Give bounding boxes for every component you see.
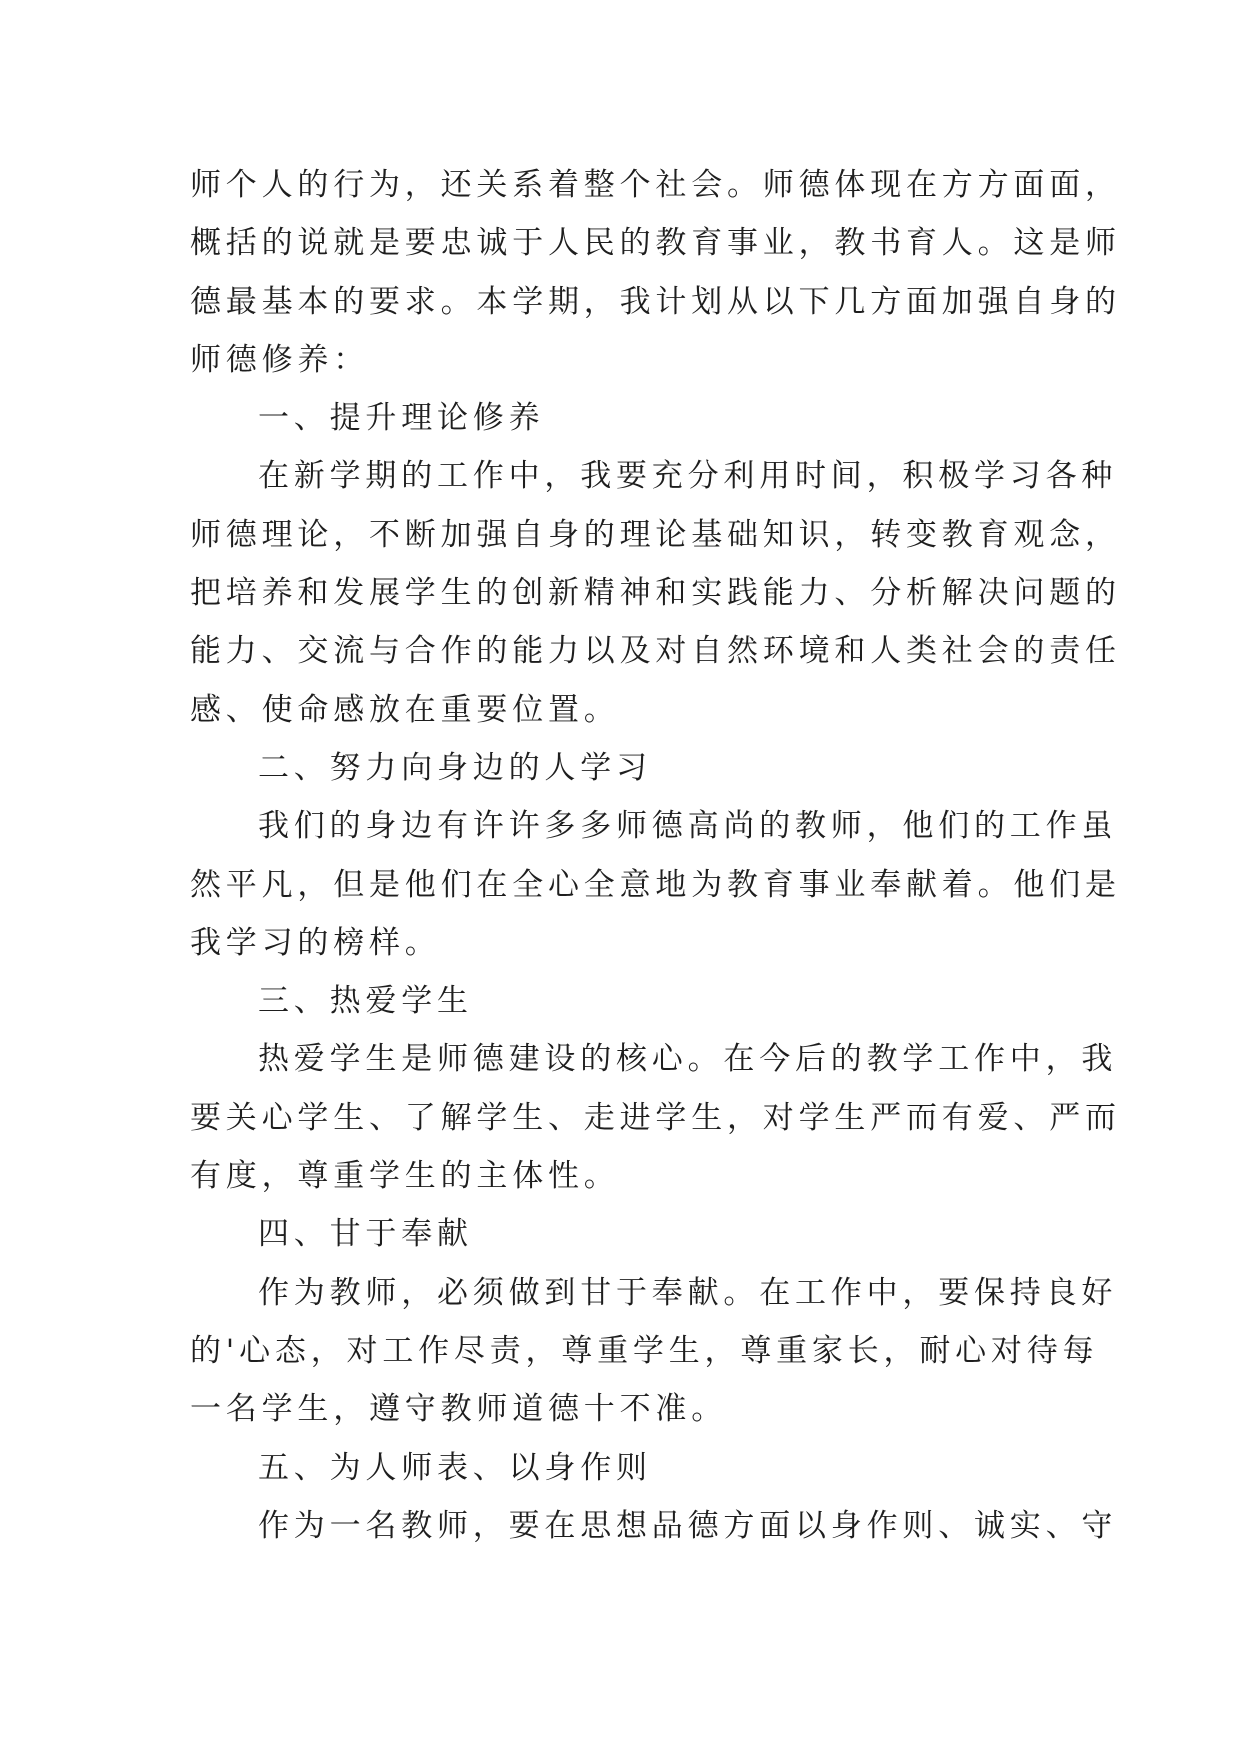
- text-line: 的'心态，对工作尽责，尊重学生，尊重家长，耐心对待每: [190, 1332, 1099, 1369]
- text-line: 概括的说就是要忠诚于人民的教育事业，教书育人。这是师: [190, 225, 1121, 262]
- document-body: [190, 156, 1121, 1555]
- text-line: 把培养和发展学生的创新精神和实践能力、分析解决问题的: [190, 575, 1121, 612]
- text-line: 作为教师，必须做到甘于奉献。在工作中，要保持良好: [258, 1274, 1118, 1311]
- text-line: 在新学期的工作中，我要充分利用时间，积极学习各种: [258, 458, 1118, 495]
- text-line: 我学习的榜样。: [190, 924, 441, 961]
- text-line: 能力、交流与合作的能力以及对自然环境和人类社会的责任: [190, 633, 1121, 670]
- text-line: 师德修养：: [190, 341, 369, 378]
- text-line: 德最基本的要求。本学期，我计划从以下几方面加强自身的: [190, 283, 1121, 320]
- text-line: 然平凡，但是他们在全心全意地为教育事业奉献着。他们是: [190, 866, 1121, 903]
- text-line: 作为一名教师，要在思想品德方面以身作则、诚实、守: [258, 1507, 1118, 1544]
- text-line: 有度，尊重学生的主体性。: [190, 1158, 620, 1195]
- text-line: 师个人的行为，还关系着整个社会。师德体现在方方面面，: [190, 167, 1121, 203]
- text-line: 热爱学生是师德建设的核心。在今后的教学工作中，我: [258, 1041, 1118, 1078]
- text-line: 我们的身边有许许多多师德高尚的教师，他们的工作虽: [258, 808, 1118, 845]
- text-line: 四、甘于奉献: [258, 1216, 473, 1253]
- text-line: 感、使命感放在重要位置。: [190, 691, 620, 728]
- text-line: 一、提升理论修养: [258, 400, 545, 437]
- text-line: 师德理论，不断加强自身的理论基础知识，转变教育观念，: [190, 516, 1121, 553]
- text-line: 五、为人师表、以身作则: [258, 1449, 652, 1486]
- text-line: 三、热爱学生: [258, 983, 473, 1020]
- text-line: 二、努力向身边的人学习: [258, 749, 652, 786]
- text-line: 要关心学生、了解学生、走进学生，对学生严而有爱、严而: [190, 1099, 1121, 1136]
- text-line: 一名学生，遵守教师道德十不准。: [190, 1391, 727, 1428]
